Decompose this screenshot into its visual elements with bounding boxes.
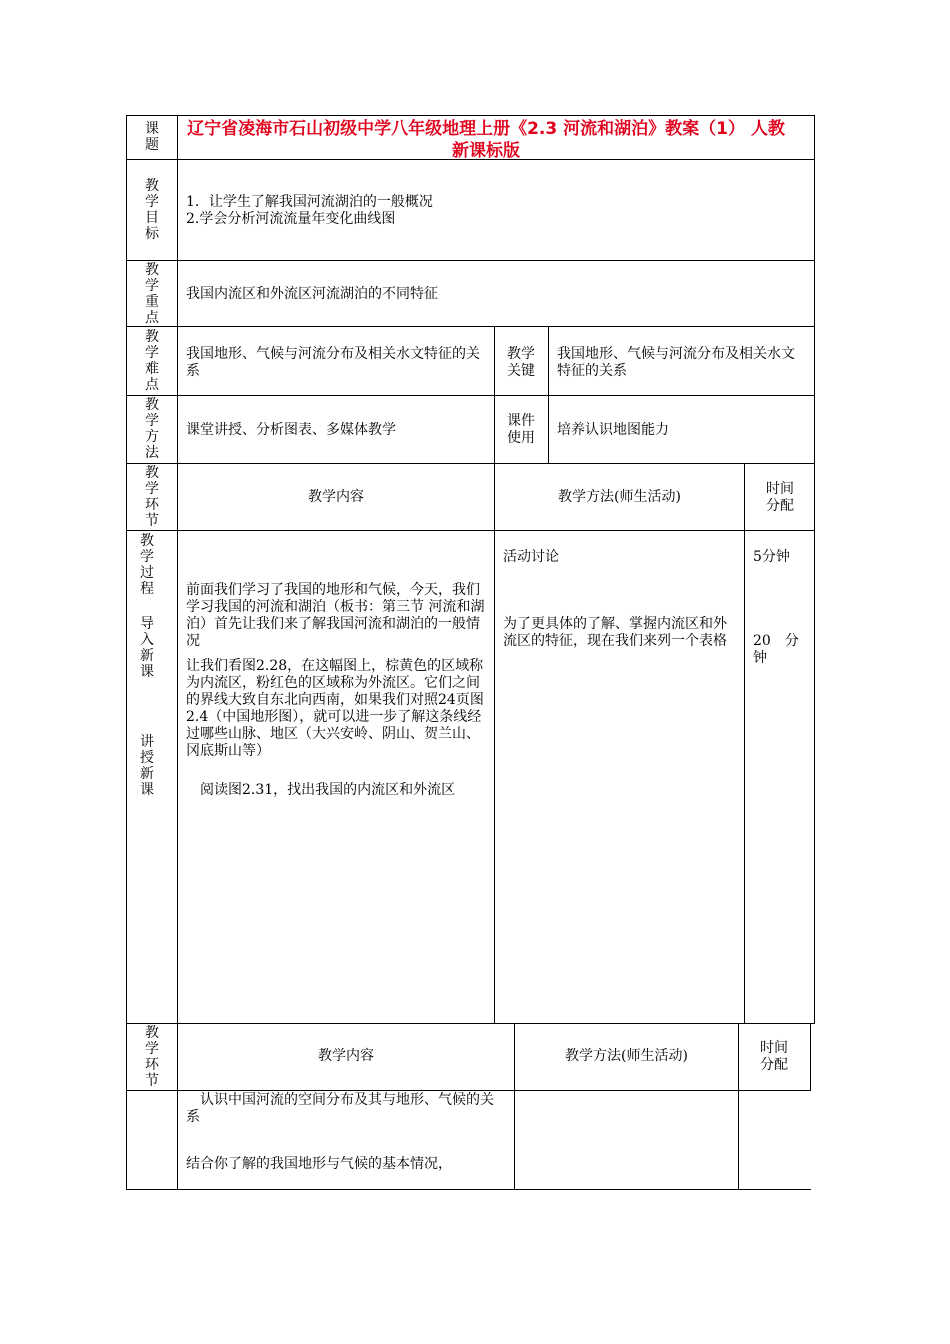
column-divider bbox=[494, 530, 495, 1024]
table-border-top bbox=[126, 115, 815, 116]
header-method-2: 教学方法(师生活动) bbox=[565, 1048, 688, 1064]
table-rule bbox=[126, 260, 815, 261]
table-rule bbox=[126, 1023, 815, 1024]
table-border-bottom bbox=[126, 1189, 811, 1190]
label-courseware: 课件使用 bbox=[507, 413, 535, 446]
table-rule bbox=[126, 326, 815, 327]
courseware-text: 培养认识地图能力 bbox=[557, 422, 669, 438]
method-text: 课堂讲授、分析图表、多媒体教学 bbox=[186, 422, 396, 438]
header-content-2: 教学内容 bbox=[318, 1048, 374, 1064]
page-title: 辽宁省凌海市石山初级中学八年级地理上册《2.3 河流和湖泊》教案（1） 人教新课标版 bbox=[187, 119, 785, 161]
label-intro: 导入新课 bbox=[140, 616, 154, 680]
table-border-right bbox=[810, 1023, 811, 1090]
label-goal: 教学目标 bbox=[145, 178, 159, 242]
label-process: 教学过程 bbox=[140, 533, 154, 597]
label-key: 教学关键 bbox=[507, 346, 535, 379]
focus-text: 我国内流区和外流区河流湖泊的不同特征 bbox=[186, 286, 438, 302]
label-stage: 教学环节 bbox=[145, 465, 159, 529]
column-divider bbox=[744, 463, 745, 1024]
content-paragraph-1: 前面我们学习了我国的地形和气候，今天，我们学习我国的河流和湖泊（板书：第三节 河流和湖泊）首先让我们来了解我国河流和湖泊的一般情况 bbox=[186, 582, 485, 649]
table-rule bbox=[126, 463, 815, 464]
label-difficulty: 教学难点 bbox=[145, 329, 159, 393]
content-cell bbox=[186, 582, 488, 799]
second-content-2: 结合你了解的我国地形与气候的基本情况， bbox=[186, 1156, 452, 1172]
label-focus: 教学重点 bbox=[145, 262, 159, 326]
table-border-right bbox=[814, 115, 815, 1024]
method-activity: 活动讨论 bbox=[503, 549, 559, 565]
label-method: 教学方法 bbox=[145, 397, 159, 461]
header-method: 教学方法(师生活动) bbox=[558, 489, 681, 505]
difficulty-text: 我国地形、气候与河流分布及相关水文特征的关系 bbox=[186, 346, 480, 379]
header-content: 教学内容 bbox=[308, 489, 364, 505]
column-divider bbox=[548, 326, 549, 464]
label-stage-2: 教学环节 bbox=[145, 1025, 159, 1089]
content-paragraph-2: 让我们看图2.28，在这幅图上，棕黄色的区域称为内流区，粉红色的区域称为外流区。它们之间的界线大致自东北向西南，如果我们对照24页图2.4（中国地形图），就可以进一步了解这条线经过哪些山脉、地区（大兴安岭、阴山、贺兰山、冈底斯山等） bbox=[186, 658, 484, 759]
label-lecture: 讲授新课 bbox=[140, 734, 154, 798]
time-allocation-2: 20 分钟 bbox=[753, 633, 799, 666]
key-text: 我国地形、气候与河流分布及相关水文特征的关系 bbox=[557, 346, 795, 379]
goal-line-1: 1．让学生了解我国河流湖泊的一般概况 bbox=[186, 194, 433, 210]
method-detail: 为了更具体的了解、掌握内流区和外流区的特征，现在我们来列一个表格 bbox=[503, 616, 727, 649]
header-time: 时间分配 bbox=[766, 481, 794, 514]
time-allocation-1: 5分钟 bbox=[753, 549, 790, 565]
table-border-left bbox=[126, 115, 127, 1190]
content-paragraph-3: 阅读图2.31，找出我国的内流区和外流区 bbox=[200, 782, 456, 798]
column-divider bbox=[738, 1023, 739, 1190]
table-rule bbox=[126, 395, 815, 396]
label-column-divider bbox=[177, 115, 178, 1190]
label-title: 课题 bbox=[145, 121, 159, 153]
goal-line-2: 2.学会分析河流流量年变化曲线图 bbox=[186, 211, 396, 227]
header-time-2: 时间分配 bbox=[760, 1040, 788, 1073]
second-content-1: 认识中国河流的空间分布及其与地形、气候的关系 bbox=[186, 1092, 494, 1125]
table-rule bbox=[126, 530, 815, 531]
table-rule bbox=[126, 1090, 811, 1091]
